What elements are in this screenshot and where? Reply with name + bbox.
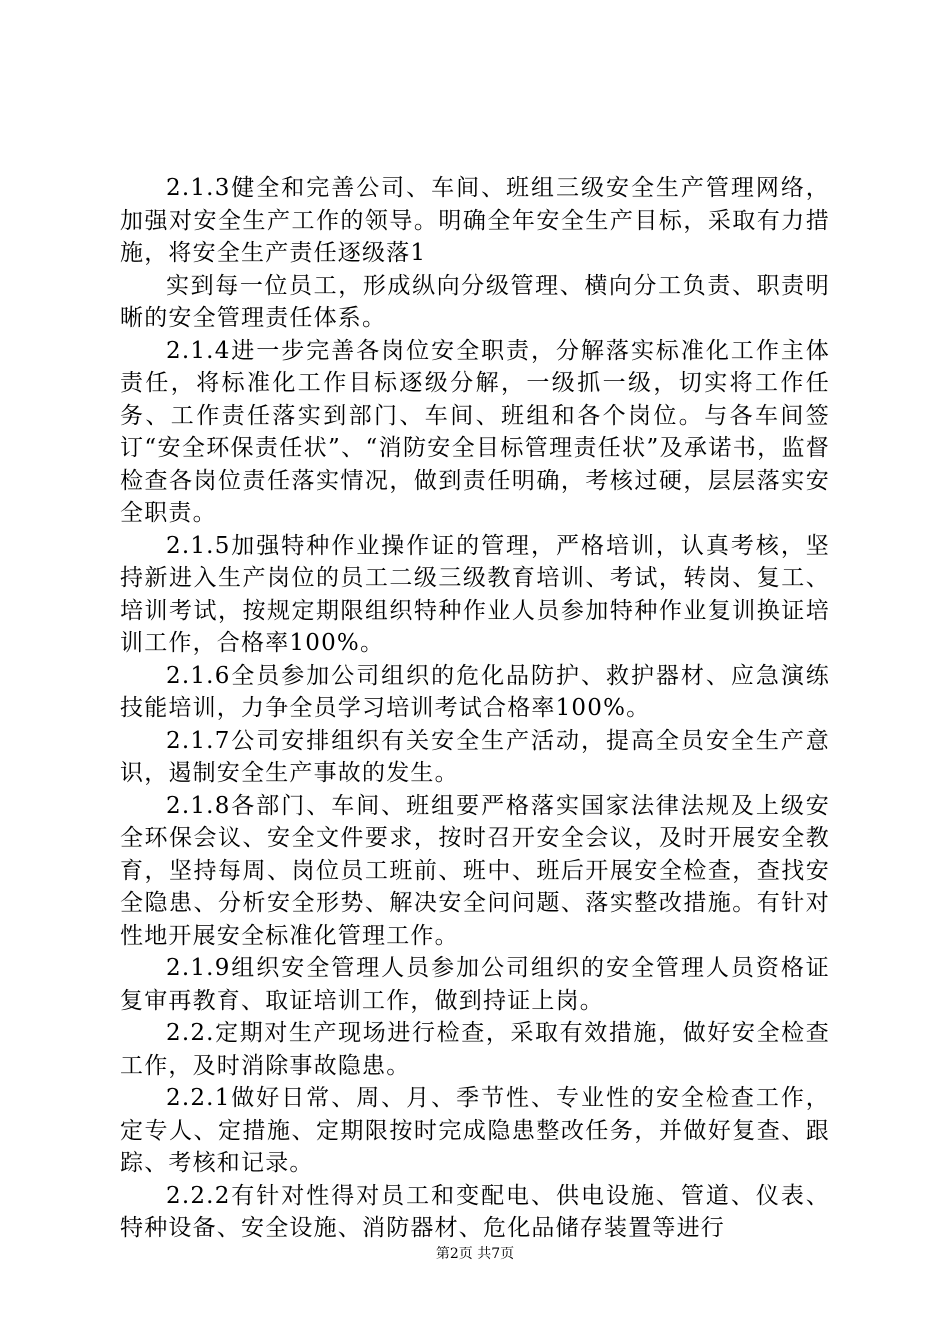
paragraph-2-1-3-continued: 实到每一位员工，形成纵向分级管理、横向分工负责、职责明晰的安全管理责任体系。 <box>120 272 830 331</box>
paragraph-2-2: 2.2.定期对生产现场进行检查，采取有效措施，做好安全检查工作，及时消除事故隐患。 <box>120 1020 830 1079</box>
paragraph-2-1-3: 2.1.3健全和完善公司、车间、班组三级安全生产管理网络，加强对安全生产工作的领导。明确全年安全生产目标，采取有力措施，将安全生产责任逐级落1 <box>120 175 830 266</box>
paragraph-2-1-5: 2.1.5加强特种作业操作证的管理，严格培训，认真考核，坚持新进入生产岗位的员工二级三级教育培训、考试，转岗、复工、培训考试，按规定期限组织特种作业人员参加特种作业复训换证培训工作，合格率100%。 <box>120 532 830 656</box>
paragraph-2-1-8: 2.1.8各部门、车间、班组要严格落实国家法律法规及上级安全环保会议、安全文件要求，按时召开安全会议，及时开展安全教育，坚持每周、岗位员工班前、班中、班后开展安全检查，查找安全隐患、分析安全形势、解决安全问问题、落实整改措施。有针对性地开展安全标准化管理工作。 <box>120 792 830 949</box>
document-body <box>120 172 830 1245</box>
paragraph-2-1-9: 2.1.9组织安全管理人员参加公司组织的安全管理人员资格证复审再教育、取证培训工作，做到持证上岗。 <box>120 955 830 1014</box>
page-footer: 第2页 共7页 <box>435 1246 515 1262</box>
paragraph-2-1-7: 2.1.7公司安排组织有关安全生产活动，提高全员安全生产意识，遏制安全生产事故的发生。 <box>120 727 830 786</box>
paragraph-2-2-2: 2.2.2有针对性得对员工和变配电、供电设施、管道、仪表、特种设备、安全设施、消防器材、危化品储存装置等进行 <box>120 1182 830 1241</box>
paragraph-2-1-4: 2.1.4进一步完善各岗位安全职责，分解落实标准化工作主体责任，将标准化工作目标逐级分解，一级抓一级，切实将工作任务、工作责任落实到部门、车间、班组和各个岗位。与各车间签订“安全环保责任状”、“消防安全目标管理责任状”及承诺书，监督检查各岗位责任落实情况，做到责任明确，考核过硬，层层落实安全职责。 <box>120 337 830 526</box>
paragraph-2-2-1: 2.2.1做好日常、周、月、季节性、专业性的安全检查工作，定专人、定措施、定期限按时完成隐患整改任务，并做好复查、跟踪、考核和记录。 <box>120 1085 830 1176</box>
paragraph-2-1-6: 2.1.6全员参加公司组织的危化品防护、救护器材、应急演练技能培训，力争全员学习培训考试合格率100%。 <box>120 662 830 721</box>
